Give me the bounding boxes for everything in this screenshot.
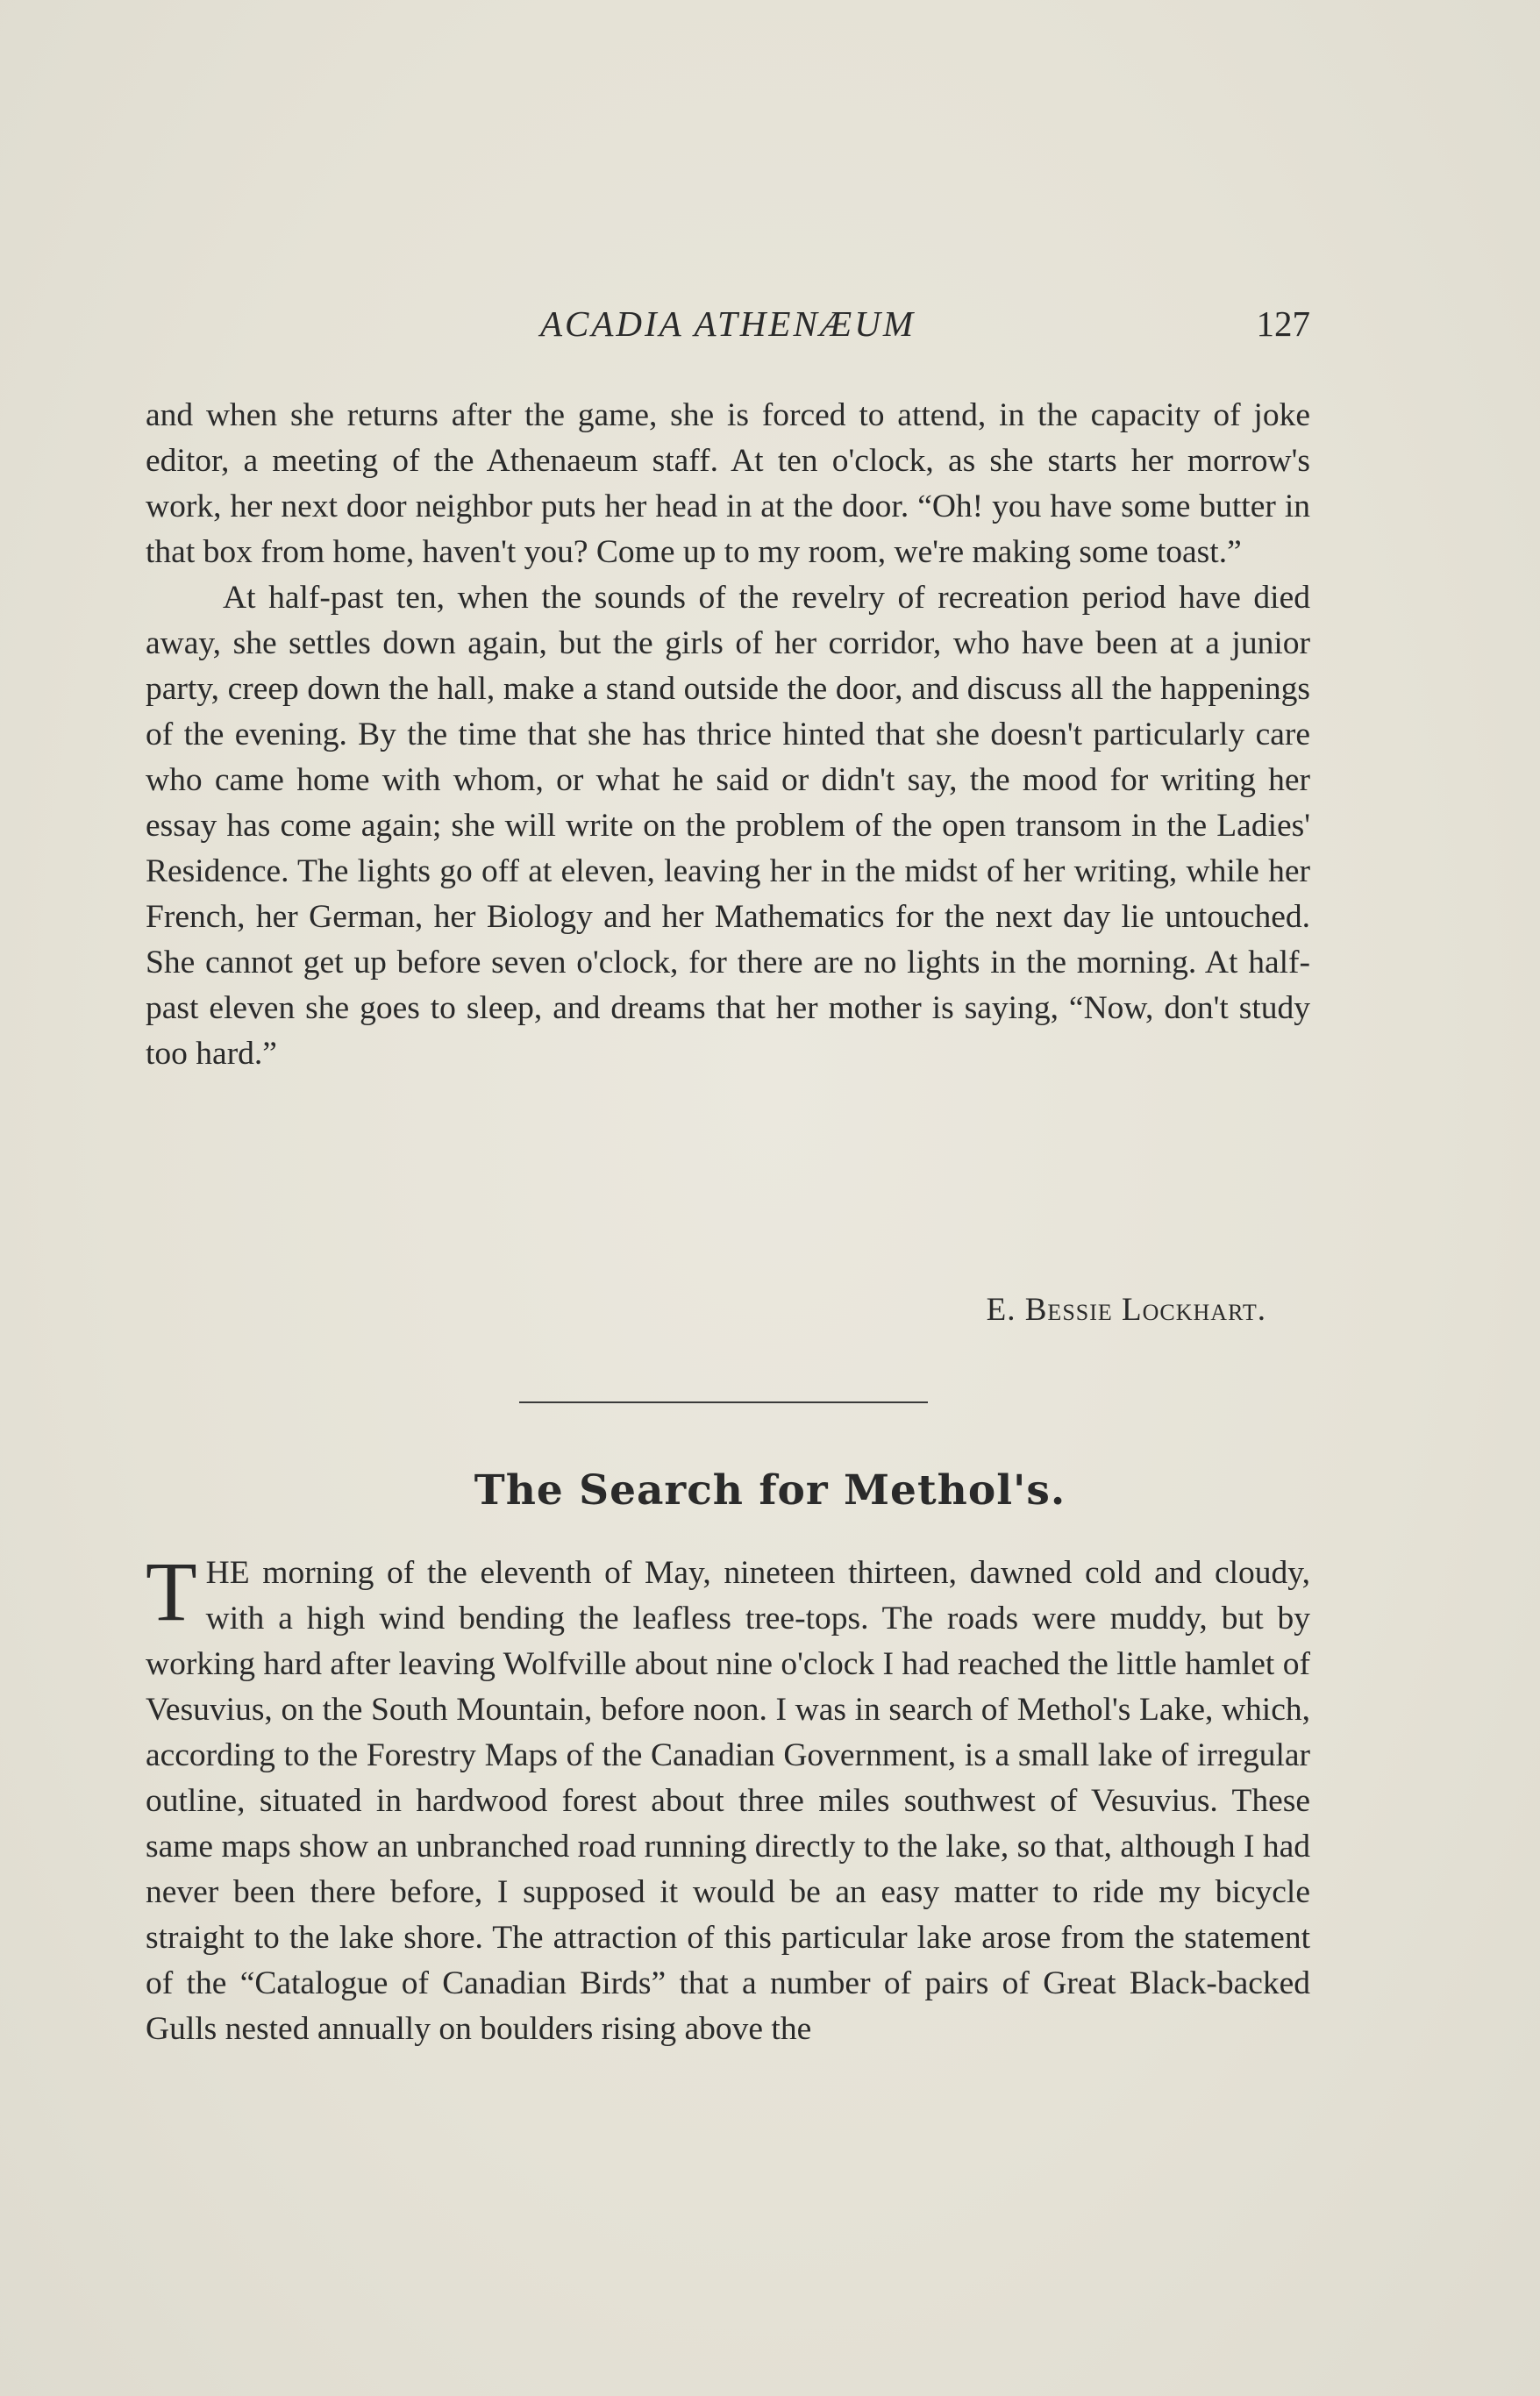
page-header	[146, 303, 1310, 352]
section-divider	[519, 1401, 928, 1403]
article-body	[146, 1544, 1310, 2052]
running-title: ACADIA ATHENÆUM	[539, 303, 916, 344]
author-name: E. Bessie Lockhart.	[986, 1292, 1266, 1328]
paragraph	[146, 1544, 1310, 2052]
paragraph: and when she returns after the game, she is forced to attend, in the capacity of joke editor, a meeting of the Athenaeum staff. At ten o'clock, as she starts her morrow's work, her next door neighbor puts her head in at the door. “Oh! you have some butter in that box from home, haven't you? Come up to my room, we're making some toast.”	[146, 397, 1310, 570]
page-number: 127	[1256, 303, 1310, 344]
essay-continuation	[146, 393, 1310, 1077]
drop-cap: T	[146, 1544, 197, 1638]
paragraph-text: morning of the eleventh of May, nineteen thirteen, dawned cold and cloudy, with a high wind bending the leafless tree-tops. The roads were muddy, but by working hard after leaving Wolfville about nine o'clock I had reached the little hamlet of Vesuvius, on the South Mountain, before noon. I was in search of Methol's Lake, which, according to the Forestry Maps of the Canadian Government, is a small lake of irregular outline, situated in hardwood forest about three miles southwest of Vesuvius. These same maps show an unbranched road running directly to the lake, so that, although I had never been there before, I supposed it would be an easy matter to ride my bicycle straight to the lake shore. The attraction of this particular lake arose from the statement of the “Catalogue of Canadian Birds” that a number of pairs of Great Black-backed Gulls nested annually on boulders rising above the	[146, 1555, 1310, 2047]
article-heading: The Search for Methol's.	[474, 1466, 1066, 1515]
author-signature	[987, 1291, 1266, 1329]
lead-small-caps: HE	[205, 1555, 250, 1591]
paragraph: At half-past ten, when the sounds of the revelry of recreation period have died away, she settles down again, but the girls of her corridor, who have been at a junior party, creep down the hall, make a stand outside the door, and discuss all the happenings of the evening. By the time that she has thrice hinted that she doesn't particularly care who came home with whom, or what he said or didn't say, the mood for writing her essay has come again; she will write on the problem of the open transom in the Ladies' Residence. The lights go off at eleven, leaving her in the midst of her writing, while her French, her German, her Biology and her Mathematics for the next day lie untouched. She cannot get up before seven o'clock, for there are no lights in the morning. At half-past eleven she goes to sleep, and dreams that her mother is saying, “Now, don't study too hard.”	[146, 580, 1310, 1072]
